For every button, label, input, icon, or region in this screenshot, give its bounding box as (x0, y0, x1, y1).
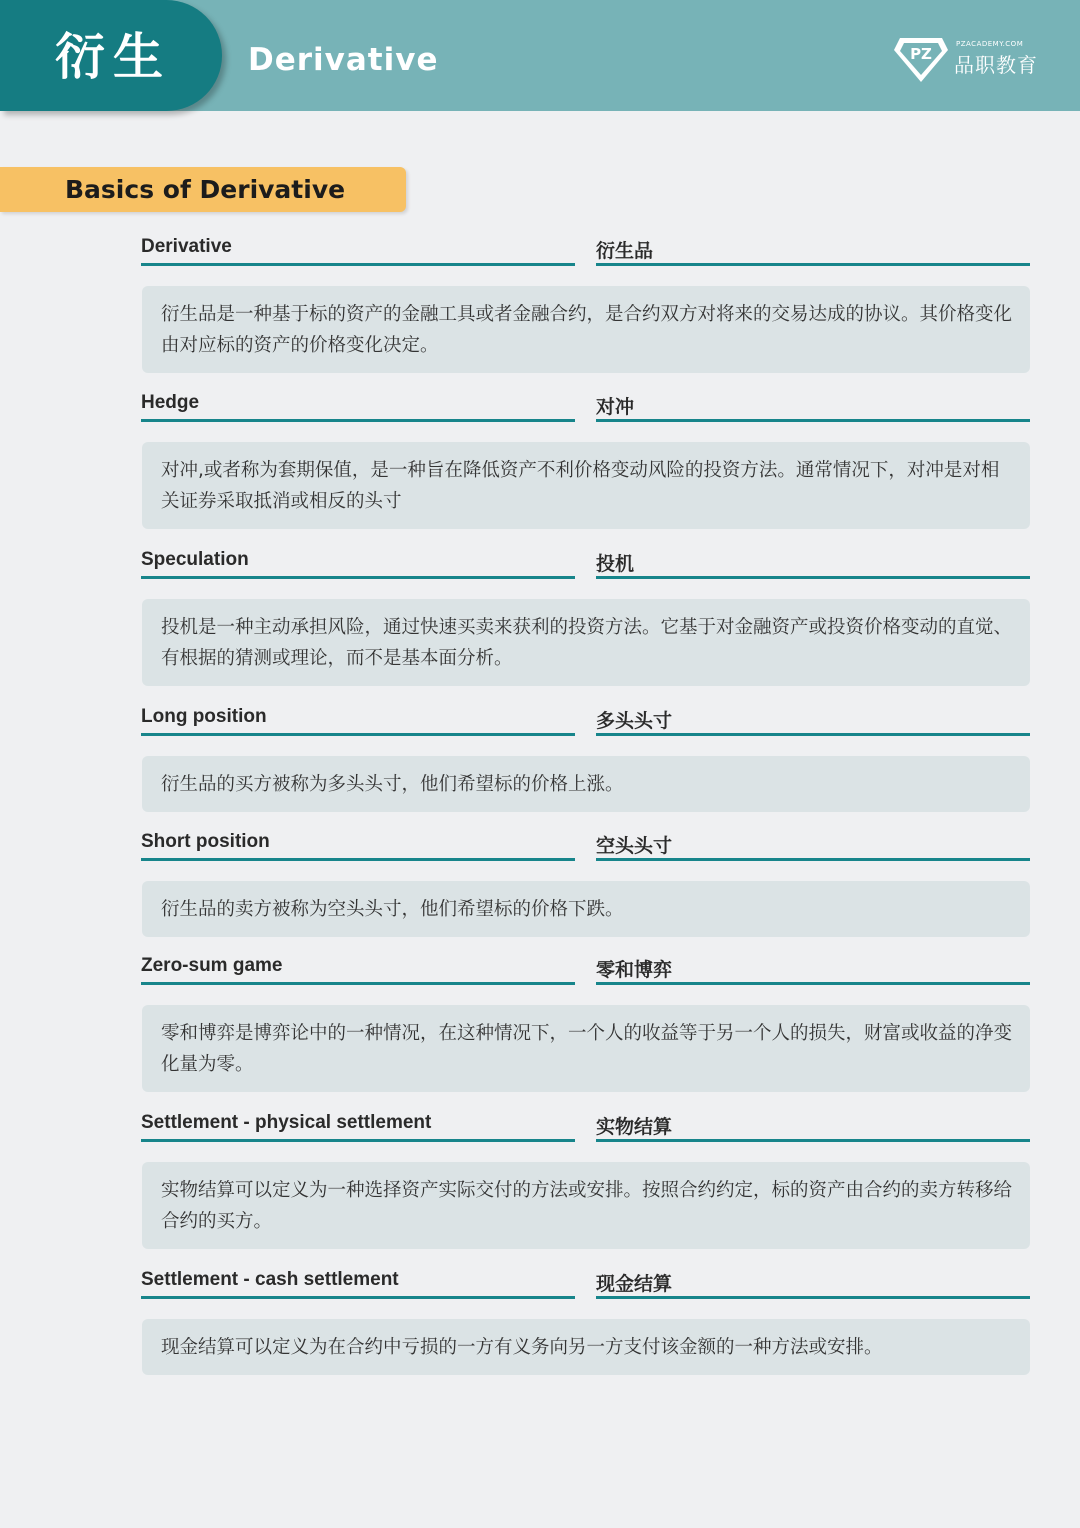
term-entry (141, 831, 1030, 920)
term-definition: 衍生品的买方被称为多头头寸，他们希望标的价格上涨。 (142, 756, 1030, 812)
term-entry (141, 549, 1030, 669)
term-entry (141, 706, 1030, 795)
term-definition: 零和博弈是博弈论中的一种情况，在这种情况下，一个人的收益等于另一个人的损失，财富或收益的净变化量为零。 (142, 1005, 1030, 1092)
term-english-heading (141, 708, 575, 736)
term-chinese: 多头头寸 (596, 711, 673, 732)
term-english: Hedge (141, 392, 200, 413)
term-definition: 现金结算可以定义为在合约中亏损的一方有义务向另一方支付该金额的一种方法或安排。 (142, 1319, 1030, 1375)
term-chinese: 实物结算 (596, 1117, 673, 1138)
page-title-chinese: 衍生 (55, 27, 171, 86)
logo-brand-name: 品职教育 (954, 53, 1038, 77)
section-heading (0, 167, 406, 212)
term-header (141, 1271, 1030, 1299)
logo-website: PZACADEMY.COM (956, 40, 1024, 48)
term-chinese: 零和博弈 (596, 960, 673, 981)
term-entry (141, 1269, 1030, 1358)
section-title: Basics of Derivative (65, 175, 346, 204)
term-definition: 投机是一种主动承担风险，通过快速买卖来获利的投资方法。它基于对金融资产或投资价格变动的直觉、有根据的猜测或理论，而不是基本面分析。 (142, 599, 1030, 686)
term-header (141, 394, 1030, 422)
term-chinese-heading (596, 1271, 1030, 1299)
term-header (141, 1114, 1030, 1142)
term-chinese-heading (596, 833, 1030, 861)
term-entry (141, 955, 1030, 1075)
term-chinese: 空头头寸 (596, 836, 673, 857)
term-chinese: 对冲 (596, 397, 635, 418)
term-english-heading (141, 394, 575, 422)
term-entry (141, 392, 1030, 512)
term-header (141, 708, 1030, 736)
header-bar (0, 0, 1080, 111)
term-english: Derivative (141, 236, 232, 257)
term-chinese: 现金结算 (596, 1274, 673, 1295)
term-entry (141, 236, 1030, 356)
term-english: Settlement - physical settlement (141, 1112, 432, 1133)
term-chinese-heading (596, 551, 1030, 579)
term-english: Settlement - cash settlement (141, 1269, 399, 1290)
term-english-heading (141, 833, 575, 861)
term-chinese: 衍生品 (596, 241, 654, 262)
term-chinese-heading (596, 394, 1030, 422)
term-chinese: 投机 (596, 554, 635, 575)
term-english-heading (141, 1271, 575, 1299)
term-entry (141, 1112, 1030, 1232)
logo-mark-text: PZ (910, 45, 932, 63)
brand-logo (892, 34, 1052, 86)
term-chinese-heading (596, 708, 1030, 736)
term-definition: 衍生品是一种基于标的资产的金融工具或者金融合约，是合约双方对将来的交易达成的协议。其价格变化由对应标的资产的价格变化决定。 (142, 286, 1030, 373)
term-english-heading (141, 551, 575, 579)
title-badge (0, 0, 222, 111)
term-definition: 衍生品的卖方被称为空头头寸，他们希望标的价格下跌。 (142, 881, 1030, 937)
term-english: Speculation (141, 549, 249, 570)
term-definition: 实物结算可以定义为一种选择资产实际交付的方法或安排。按照合约约定，标的资产由合约的卖方转移给合约的买方。 (142, 1162, 1030, 1249)
term-header (141, 833, 1030, 861)
page-title-english: Derivative (248, 42, 439, 78)
pz-logo-icon (892, 34, 950, 86)
term-chinese-heading (596, 238, 1030, 266)
term-english-heading (141, 1114, 575, 1142)
term-english: Short position (141, 831, 270, 852)
term-english-heading (141, 238, 575, 266)
term-definition: 对冲,或者称为套期保值，是一种旨在降低资产不利价格变动风险的投资方法。通常情况下，对冲是对相关证券采取抵消或相反的头寸 (142, 442, 1030, 529)
term-header (141, 551, 1030, 579)
term-english: Zero-sum game (141, 955, 283, 976)
term-chinese-heading (596, 957, 1030, 985)
term-header (141, 238, 1030, 266)
term-header (141, 957, 1030, 985)
term-chinese-heading (596, 1114, 1030, 1142)
term-english-heading (141, 957, 575, 985)
term-english: Long position (141, 706, 267, 727)
